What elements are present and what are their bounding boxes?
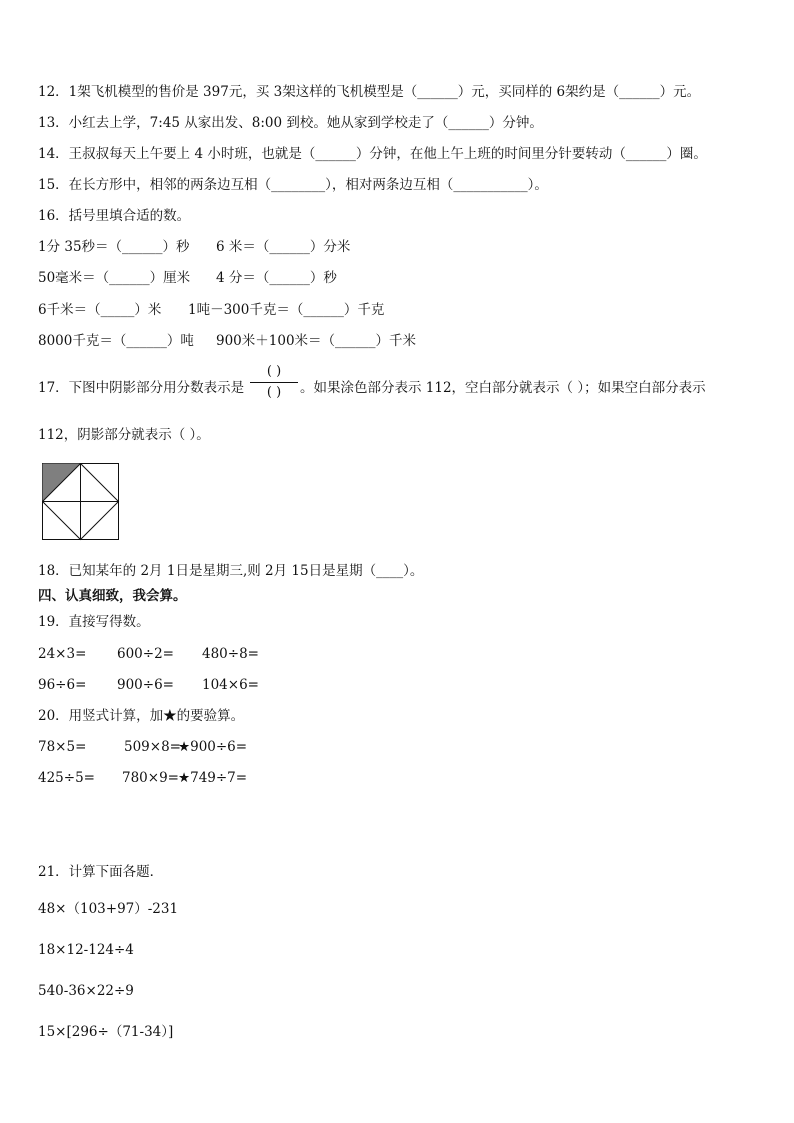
- q21-item: 48×（103+97）-231: [38, 901, 179, 917]
- fraction-bar: [250, 382, 298, 383]
- section-4-heading: 四、认真细致，我会算。: [38, 588, 187, 604]
- question-21: 21．计算下面各题．: [38, 864, 164, 880]
- question-16: 16．括号里填合适的数。: [38, 208, 191, 224]
- q21-item: 18×12-124÷4: [38, 942, 134, 958]
- q16-item: 4 分＝（______）秒: [216, 270, 337, 286]
- q19-item: 24×3=: [38, 646, 87, 662]
- q20-item: ★900÷6=: [178, 739, 248, 755]
- q16-item: 1吨－300千克＝（______）千克: [188, 302, 385, 318]
- q19-item: 480÷8=: [202, 646, 259, 662]
- fraction-numerator: ( ): [266, 364, 282, 379]
- question-13: 13．小红去上学，7:45 从家出发、8:00 到校。她从家到学校走了（______）分钟。: [38, 115, 543, 131]
- q20-item: 509×8=: [124, 739, 181, 755]
- q16-item: 8000千克＝（______）吨: [38, 333, 194, 349]
- q19-item: 104×6=: [202, 677, 259, 693]
- q19-item: 96÷6=: [38, 677, 87, 693]
- question-19: 19．直接写得数。: [38, 614, 150, 630]
- q20-item: ★749÷7=: [178, 770, 248, 786]
- question-17-line2: 112，阴影部分就表示（ ）。: [38, 427, 210, 443]
- fraction-denominator: ( ): [266, 385, 282, 400]
- q20-item: 780×9=: [122, 770, 179, 786]
- q21-item: 15×[296÷（71-34）]: [38, 1024, 174, 1040]
- q19-item: 900÷6=: [117, 677, 174, 693]
- question-20: 20．用竖式计算，加★的要验算。: [38, 708, 245, 724]
- question-12: 12．1架飞机模型的售价是 397元，买 3架这样的飞机模型是（______）元，买同样的 6架约是（______）元。: [38, 84, 701, 100]
- question-15: 15．在长方形中，相邻的两条边互相（________），相对两条边互相（___________）。: [38, 177, 548, 193]
- q20-item: 78×5=: [38, 739, 87, 755]
- q19-item: 600÷2=: [117, 646, 174, 662]
- q17-fraction: [250, 364, 298, 401]
- q16-item: 6 米＝（______）分米: [216, 239, 351, 255]
- question-17-prefix: 17．下图中阴影部分用分数表示是: [38, 380, 245, 396]
- question-18: 18．已知某年的 2月 1日是星期三,则 2月 15日是星期（____）。: [38, 563, 424, 579]
- q21-item: 540-36×22÷9: [38, 983, 134, 999]
- q16-item: 6千米＝（_____）米: [38, 302, 162, 318]
- q16-item: 50毫米＝（______）厘米: [38, 270, 191, 286]
- question-17-suffix: 。如果涂色部分表示 112，空白部分就表示（ ）；如果空白部分表示: [300, 380, 706, 396]
- shaded-square-figure: [42, 463, 120, 541]
- question-14: 14．王叔叔每天上午要上 4 小时班，也就是（______）分钟，在他上午上班的时间里分针要转动（______）圈。: [38, 146, 707, 162]
- q20-item: 425÷5=: [38, 770, 95, 786]
- q16-item: 900米＋100米＝（______）千米: [216, 333, 417, 349]
- q16-item: 1分 35秒＝（______）秒: [38, 239, 190, 255]
